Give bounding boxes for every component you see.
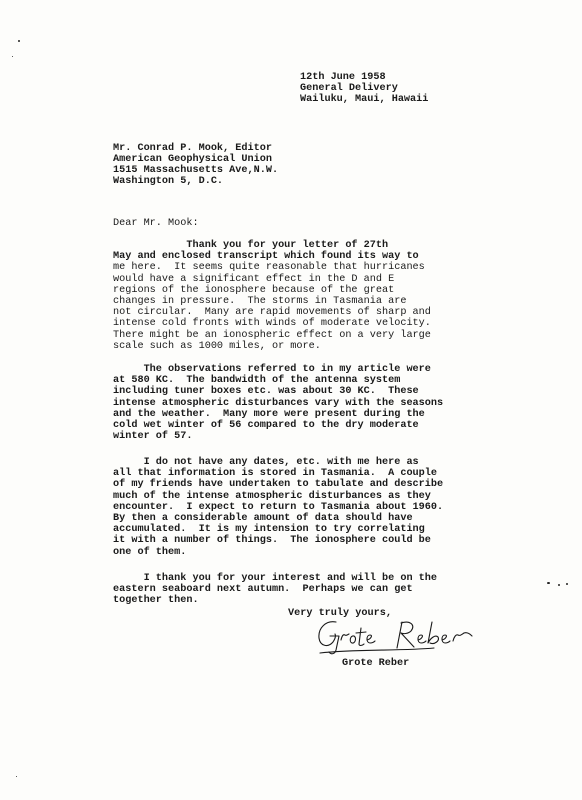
- letter-paragraph: [113, 240, 431, 352]
- sender-address-line: Wailuku, Maui, Hawaii: [300, 94, 429, 105]
- paragraph-line: winter of 57.: [113, 431, 193, 443]
- recipient-line: Washington 5, D.C.: [113, 176, 224, 187]
- sender-address-line: General Delivery: [300, 83, 398, 94]
- paragraph-line: scale such as 1000 miles, or more.: [113, 340, 321, 352]
- paragraph-line: I thank you for your interest and will be on the: [113, 573, 438, 584]
- recipient-line: Mr. Conrad P. Mook, Editor: [113, 143, 272, 154]
- recipient-line: American Geophysical Union: [113, 154, 272, 165]
- paragraph-line: of my friends have undertaken to tabulate and describe: [113, 479, 444, 491]
- scan-speck: [547, 582, 550, 584]
- salutation: Dear Mr. Mook:: [113, 218, 199, 229]
- paragraph-line: not circular. Many are rapid movements of sharp and: [113, 307, 431, 319]
- paragraph-line: cold wet winter of 56 compared to the dry moderate: [113, 420, 419, 432]
- paragraph-line: would have a significant effect in the D and E: [113, 273, 395, 285]
- paragraph-line: The observations referred to in my article were: [113, 364, 431, 375]
- scan-speck: [12, 56, 13, 57]
- paragraph-line: encounter. I expect to return to Tasmania about 1960.: [113, 501, 444, 513]
- scan-speck: [18, 40, 20, 42]
- paragraph-line: regions of the ionosphere because of the great: [113, 284, 395, 296]
- paragraph-line: much of the intense atmospheric disturbances as they: [113, 490, 431, 502]
- paragraph-line: accumulated. It is my intension to try correlating: [113, 524, 425, 536]
- scan-speck: [16, 776, 17, 777]
- paragraph-line: and the weather. Many more were present during the: [113, 408, 425, 420]
- paragraph-line: changes in pressure. The storms in Tasmania are: [113, 296, 407, 308]
- paragraph-line: intense cold fronts with winds of moderate velocity.: [113, 318, 431, 330]
- paragraph-line: together then.: [113, 595, 199, 607]
- closing: Very truly yours,: [288, 608, 392, 619]
- paragraph-line: it with a number of things. The ionosphere could be: [113, 535, 431, 547]
- paragraph-line: at 580 KC. The bandwidth of the antenna system: [113, 375, 401, 387]
- letter-paragraph: [113, 457, 443, 558]
- paragraph-line: all that information is stored in Tasmania. A couple: [113, 468, 438, 480]
- paragraph-line: eastern seaboard next autumn. Perhaps we can get: [113, 584, 413, 596]
- paragraph-line: May and enclosed transcript which found its way to: [113, 251, 419, 263]
- typed-name: Grote Reber: [342, 658, 410, 669]
- scan-speck: [566, 583, 568, 585]
- paragraph-line: one of them.: [113, 546, 187, 558]
- paragraph-line: intense atmospheric disturbances vary with the seasons: [113, 397, 444, 409]
- paragraph-line: including tuner boxes etc. was about 30 KC. These: [113, 386, 419, 398]
- letter-date: 12th June 1958: [300, 72, 386, 83]
- letter-paragraph: [113, 573, 437, 607]
- paragraph-line: me here. It seems quite reasonable that hurricanes: [113, 262, 425, 274]
- recipient-line: 1515 Massachusetts Ave,N.W.: [113, 165, 279, 176]
- scan-speck: [558, 584, 560, 586]
- handwritten-signature: [314, 614, 494, 658]
- paragraph-line: By then a considerable amount of data should have: [113, 513, 413, 525]
- letter-paragraph: [113, 364, 443, 442]
- paragraph-line: Thank you for your letter of 27th: [113, 240, 389, 251]
- paragraph-line: I do not have any dates, etc. with me here as: [113, 457, 419, 468]
- paragraph-line: There might be an ionospheric effect on a very large: [113, 329, 431, 341]
